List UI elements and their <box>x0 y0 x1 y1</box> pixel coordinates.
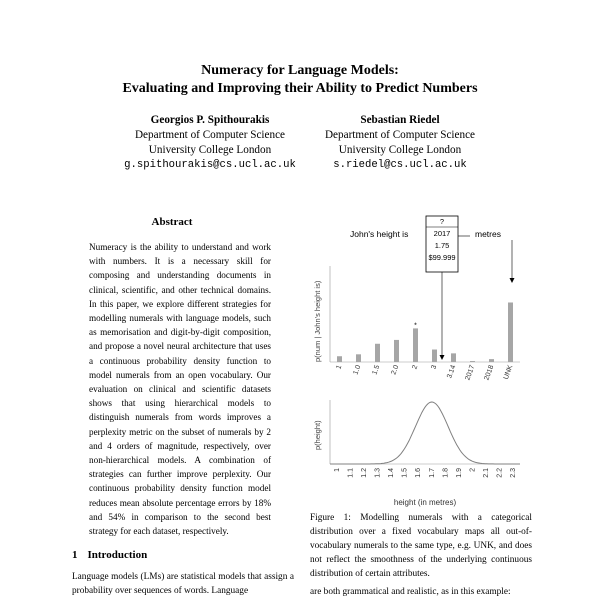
bar-tick-label: 2 <box>411 364 420 371</box>
author-department: Department of Computer Science <box>134 129 286 141</box>
figure-1 <box>300 210 540 510</box>
candidate-value: $99.999 <box>428 253 456 262</box>
density-tick-label: 2 <box>469 468 477 472</box>
candidate-value: 1.75 <box>434 241 450 250</box>
author-name: Sebastian Riedel <box>360 114 440 126</box>
density-tick-label: 1 <box>333 468 341 472</box>
bar-3 <box>432 350 437 362</box>
author-email[interactable]: g.spithourakis@cs.ucl.ac.uk <box>124 159 296 171</box>
abstract-heading: Abstract <box>151 216 193 228</box>
paper-title-line2: Evaluating and Improving their Ability to Predict Numbers <box>122 81 478 96</box>
density-tick-label: 2.2 <box>496 468 504 478</box>
author-block-2 <box>265 113 535 173</box>
author-university: University College London <box>338 144 462 156</box>
bar-2 <box>413 328 418 362</box>
paper-title-line1: Numeracy for Language Models: <box>201 63 399 78</box>
figure-caption: Figure 1: Modelling numerals with a categorical distribution over a fixed vocabulary maps all out-of-vocabulary numerals to the same type, e.g. UNK, and does not reflect the smoothness of the underlying continuous distribution of certain attributes. <box>310 513 532 579</box>
density-curve <box>330 402 520 464</box>
sentence-left: John's height is <box>350 229 409 239</box>
section-title: Introduction <box>87 549 148 561</box>
bar-tick-label: 1.0 <box>352 364 363 376</box>
density-tick-label: 1.9 <box>455 468 463 478</box>
intro-paragraph: Language models (LMs) are statistical models that assign a probability over sequences of words. Language <box>72 572 294 596</box>
bar-y-label: p(num | John's height is) <box>313 280 322 362</box>
bar-2018 <box>489 359 494 362</box>
bar-3.14 <box>451 353 456 362</box>
section-heading <box>72 549 147 561</box>
bar-1.0 <box>356 354 361 362</box>
bar-tick-label: 2.0 <box>390 364 401 376</box>
bar-tick-label: 2017 <box>464 364 477 382</box>
candidate-value: ? <box>439 217 445 226</box>
density-x-label: height (in metres) <box>393 498 457 507</box>
density-y-label: p(height) <box>313 420 322 450</box>
candidate-value: 2017 <box>433 229 451 238</box>
sentence-right: metres <box>475 229 501 239</box>
density-tick-label: 1.7 <box>428 468 436 478</box>
bar-chart <box>313 240 520 381</box>
bar-2017 <box>470 361 475 362</box>
abstract-text: Numeracy is the ability to understand and work with numbers. It is a necessary skill for composing and understanding documents in clinical, scientific, and other technical domains. In this paper, we explore different strategies for modelling numerals with language models, such as memorisation and digit-by-digit composition, and propose a novel neural architecture that uses a continuous probability density function to model numerals from an open vocabulary. Our evaluation on clinical and scientific datasets shows that using hierarchical models to distinguish numerals from words improves a perplexity metric on the subset of numerals by 2 and 4 orders of magnitude, respectively, over non-hierarchical models. A combination of strategies can further improve perplexity. Our continuous probability density function model reduces mean absolute percentage errors by 18% and 54% in comparison to the second best strategy for each dataset, respectively. <box>89 242 271 537</box>
density-tick-label: 1.2 <box>360 468 368 478</box>
density-tick-label: 1.6 <box>415 468 423 478</box>
author-university: University College London <box>148 144 272 156</box>
density-tick-label: 2.1 <box>483 468 491 478</box>
bar-1.5 <box>375 344 380 362</box>
bar-tick-label: 3.14 <box>446 364 458 380</box>
author-email[interactable]: s.riedel@cs.ucl.ac.uk <box>333 159 467 171</box>
right-column-text: are both grammatical and realistic, as in this example: <box>310 587 511 597</box>
density-chart <box>313 400 520 507</box>
density-tick-label: 2.3 <box>510 468 518 478</box>
arrowhead-2017-icon <box>440 355 445 360</box>
density-tick-label: 1.4 <box>388 468 396 478</box>
density-tick-label: 1.5 <box>401 468 409 478</box>
bar-annotation: * <box>414 322 417 330</box>
author-name: Georgios P. Spithourakis <box>150 114 270 126</box>
density-tick-label: 1.3 <box>374 468 382 478</box>
density-tick-label: 1.8 <box>442 468 450 478</box>
bar-UNK <box>508 302 513 362</box>
bar-tick-label: 3 <box>430 364 439 371</box>
bar-tick-label: 1.5 <box>371 364 382 376</box>
bar-2.0 <box>394 340 399 362</box>
bar-tick-label: 2018 <box>483 364 496 382</box>
bar-1 <box>337 356 342 362</box>
arrowhead-unk-icon <box>510 278 515 283</box>
bar-tick-label: 1 <box>335 364 344 371</box>
section-number: 1 <box>72 549 78 561</box>
bar-tick-label: UNK <box>502 364 515 381</box>
density-tick-label: 1.1 <box>347 468 355 478</box>
author-department: Department of Computer Science <box>324 129 476 141</box>
